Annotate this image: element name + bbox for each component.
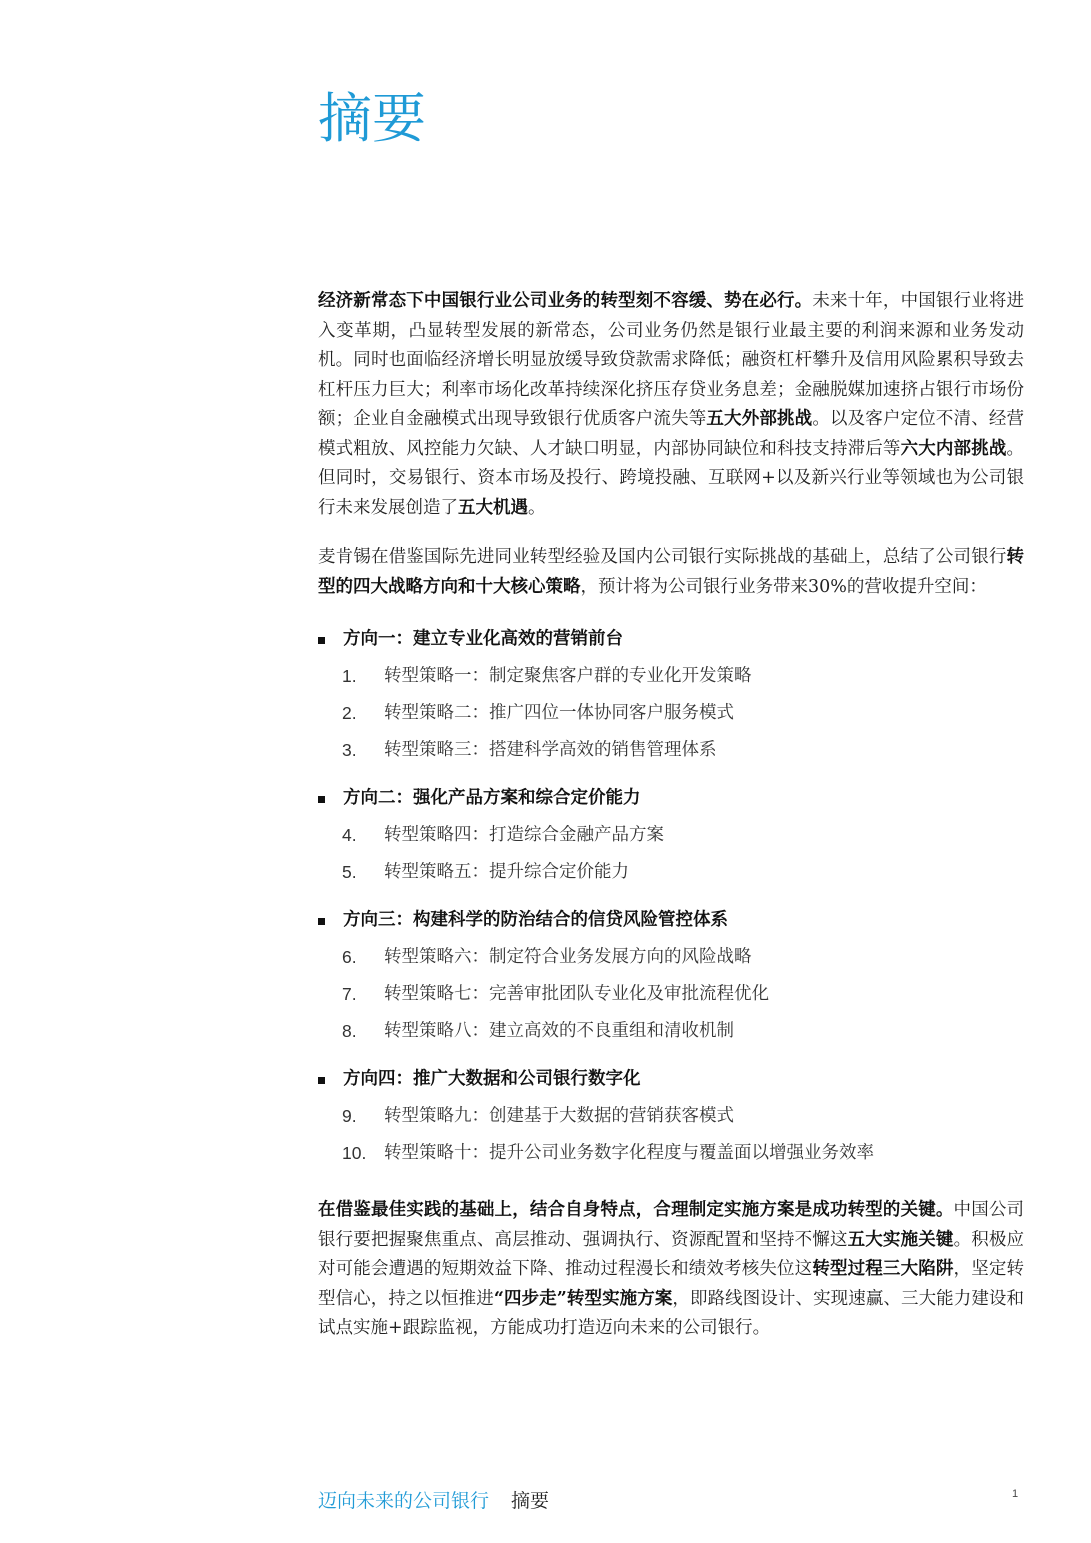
bold-text-run: 经济新常态下中国银行业公司业务的转型刻不容缓、势在必行。 [318, 291, 813, 311]
direction-block [318, 781, 1024, 891]
strategy-item [318, 732, 1024, 769]
text-run: ，即路线图设计、实现速赢、三大能力建设和试点实施+跟踪监视，方能成功打造迈向未来的公司银行。 [318, 1288, 1025, 1338]
square-bullet-icon [318, 796, 325, 803]
strategy-item [318, 939, 1024, 976]
strategy-text: 转型策略八：建立高效的不良重组和清收机制 [384, 1020, 734, 1041]
text-run: 中国公司银行要把握聚焦重点、高层推动、强调执行、资源配置和坚持不懈这 [318, 1200, 1025, 1250]
text-run: ，预计将为公司银行业务带来30%的营收提升空间： [580, 576, 987, 597]
strategy-number: 8. [342, 1020, 357, 1041]
direction-title [318, 622, 1024, 658]
footer [318, 1488, 549, 1514]
footer-section-name: 摘要 [511, 1490, 550, 1512]
strategy-item [318, 1135, 1024, 1172]
direction-title-text: 方向四：推广大数据和公司银行数字化 [343, 1069, 641, 1090]
page-number: 1 [1012, 1488, 1019, 1500]
summary-paragraph-3 [318, 1196, 1024, 1344]
footer-document-title: 迈向未来的公司银行 [318, 1490, 490, 1512]
strategy-number: 2. [342, 702, 357, 723]
summary-paragraph-1 [318, 287, 1024, 523]
strategy-text: 转型策略五：提升综合定价能力 [384, 861, 629, 882]
direction-spacer [318, 891, 1024, 903]
direction-title-text: 方向三：构建科学的防治结合的信贷风险管控体系 [343, 910, 728, 931]
strategy-text: 转型策略七：完善审批团队专业化及审批流程优化 [384, 983, 769, 1004]
strategy-item [318, 976, 1024, 1013]
strategy-directions [318, 622, 1024, 1184]
text-run: 未来十年，中国银行业将进入变革期，凸显转型发展的新常态，公司业务仍然是银行业最主要的利润来源和业务发动机。同时也面临经济增长明显放缓导致贷款需求降低；融资杠杆攀升及信用风险累积导致去杠杆压力巨大；利率市场化改革持续深化挤压存贷业务息差；金融脱媒加速挤占银行市场份额；企业自金融模式出现导致银行优质客户流失等 [318, 291, 1025, 429]
strategy-list [318, 939, 1024, 1050]
summary-paragraph-2 [318, 543, 1024, 602]
text-run: 。以及客户定位不清、经营模式粗放、风控能力欠缺、人才缺口明显，内部协同缺位和科技支持滞后等 [318, 409, 1025, 459]
square-bullet-icon [318, 918, 325, 925]
bold-text-run: “四步走”转型实施方案 [493, 1288, 673, 1309]
direction-spacer [318, 769, 1024, 781]
bold-text-run: 在借鉴最佳实践的基础上，结合自身特点，合理制定实施方案是成功转型的关键。 [318, 1200, 954, 1220]
page-title: 摘要 [318, 87, 426, 150]
main-content [318, 287, 1024, 1364]
strategy-text: 转型策略一：制定聚焦客户群的专业化开发策略 [384, 665, 752, 686]
strategy-item [318, 854, 1024, 891]
strategy-number: 3. [342, 739, 357, 760]
direction-block [318, 622, 1024, 769]
strategy-list [318, 817, 1024, 891]
text-run: 。 [528, 497, 546, 518]
text-run: 。但同时，交易银行、资本市场及投行、跨境投融、互联网+以及新兴行业等领域也为公司银行未来发展创造了 [318, 438, 1025, 518]
strategy-item [318, 1098, 1024, 1135]
strategy-list [318, 1098, 1024, 1172]
bold-text-run: 转型过程三大陷阱 [812, 1259, 954, 1279]
strategy-number: 1. [342, 665, 357, 686]
strategy-item [318, 1013, 1024, 1050]
direction-title [318, 903, 1024, 939]
direction-block [318, 1062, 1024, 1172]
bold-text-run: 六大内部挑战 [900, 438, 1007, 459]
bold-text-run: 五大实施关键 [847, 1229, 954, 1250]
strategy-text: 转型策略四：打造综合金融产品方案 [384, 824, 664, 845]
direction-title-text: 方向一：建立专业化高效的营销前台 [343, 629, 623, 650]
strategy-text: 转型策略二：推广四位一体协同客户服务模式 [384, 702, 734, 723]
strategy-list [318, 658, 1024, 769]
strategy-number: 6. [342, 946, 357, 967]
direction-title [318, 781, 1024, 817]
square-bullet-icon [318, 1077, 325, 1084]
bold-text-run: 转型的四大战略方向和十大核心策略 [318, 547, 1024, 597]
square-bullet-icon [318, 637, 325, 644]
direction-spacer [318, 1172, 1024, 1184]
bold-text-run: 五大机遇 [458, 497, 528, 518]
bold-text-run: 五大外部挑战 [706, 409, 813, 429]
direction-block [318, 903, 1024, 1050]
strategy-number: 9. [342, 1105, 357, 1126]
strategy-item [318, 658, 1024, 695]
strategy-text: 转型策略三：搭建科学高效的销售管理体系 [384, 739, 717, 760]
strategy-text: 转型策略六：制定符合业务发展方向的风险战略 [384, 946, 752, 967]
strategy-number: 10. [342, 1142, 367, 1163]
strategy-number: 5. [342, 861, 357, 882]
text-run: ，坚定转型信心，持之以恒推进 [318, 1259, 1025, 1309]
strategy-text: 转型策略九：创建基于大数据的营销获客模式 [384, 1105, 734, 1126]
strategy-number: 4. [342, 824, 357, 845]
strategy-item [318, 695, 1024, 732]
strategy-item [318, 817, 1024, 854]
direction-spacer [318, 1050, 1024, 1062]
text-run: 。积极应对可能会遭遇的短期效益下降、推动过程漫长和绩效考核失位这 [318, 1229, 1025, 1279]
strategy-number: 7. [342, 983, 357, 1004]
direction-title-text: 方向二：强化产品方案和综合定价能力 [343, 788, 641, 809]
direction-title [318, 1062, 1024, 1098]
text-run: 麦肯锡在借鉴国际先进同业转型经验及国内公司银行实际挑战的基础上，总结了公司银行 [318, 547, 1007, 567]
strategy-text: 转型策略十：提升公司业务数字化程度与覆盖面以增强业务效率 [384, 1142, 874, 1163]
